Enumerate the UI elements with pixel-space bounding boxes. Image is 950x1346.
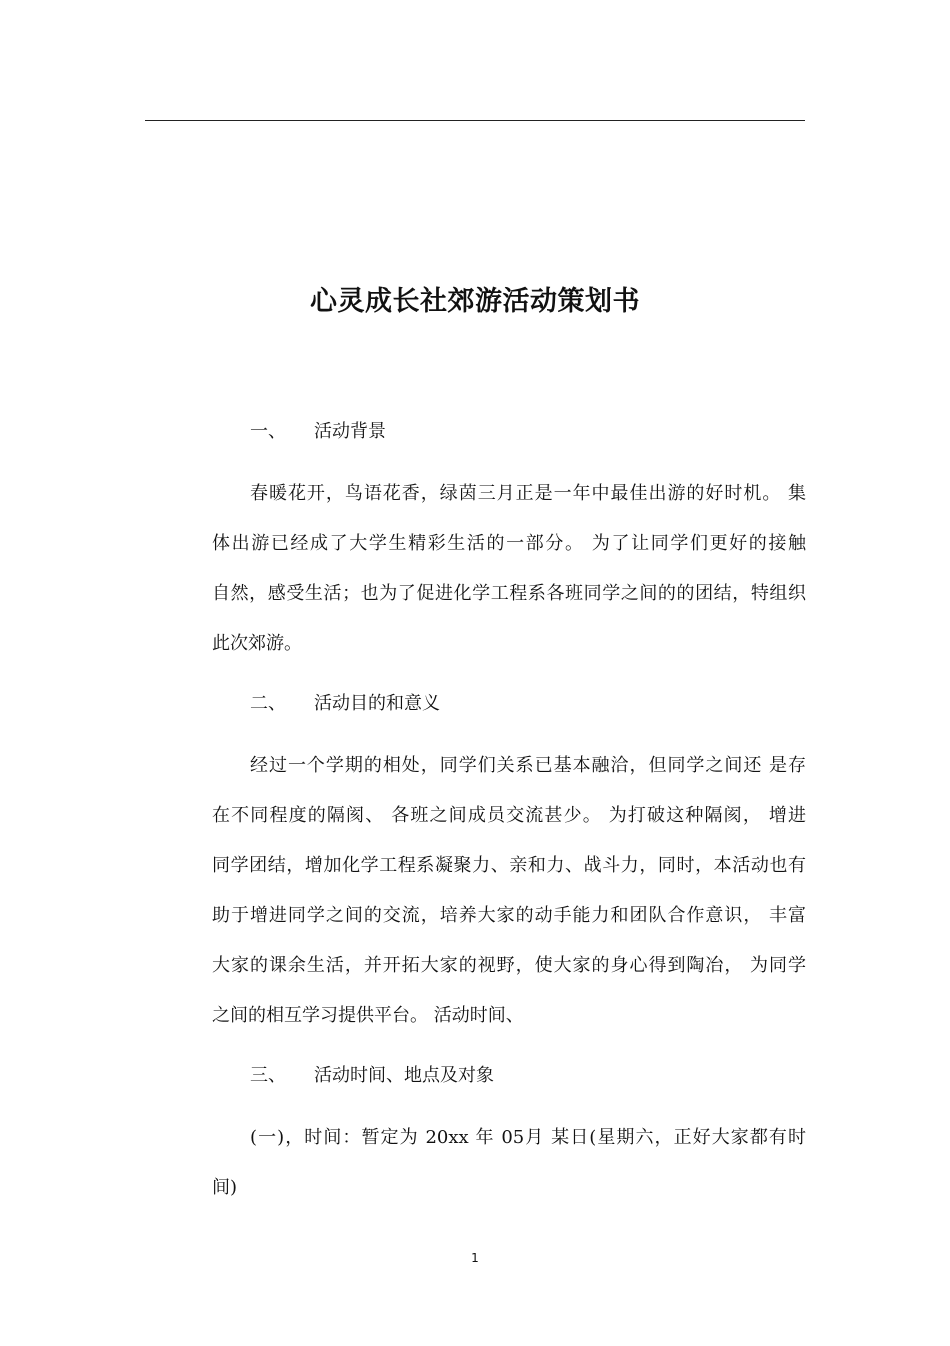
section-number-3: 三、 (250, 1065, 286, 1086)
page-number: 1 (471, 1251, 479, 1265)
paragraph-line: 自然，感受生活；也为了促进化学工程系各班同学之间的的团结，特组织 (212, 583, 806, 604)
section-number-2: 二、 (250, 693, 286, 714)
paragraph-line: 此次郊游。 (212, 633, 302, 654)
paragraph-line: 春暖花开，鸟语花香，绿茵三月正是一年中最佳出游的好时机。 集 (250, 483, 806, 504)
paragraph-line: 助于增进同学之间的交流，培养大家的动手能力和团队合作意识， 丰富 (212, 905, 806, 926)
paragraph-line: 经过一个学期的相处，同学们关系已基本融洽，但同学之间还 是存 (250, 755, 806, 776)
paragraph-line: 之间的相互学习提供平台。 活动时间、 (212, 1005, 524, 1026)
header-rule (145, 120, 805, 121)
section-heading-1 (250, 419, 386, 445)
section-title-2: 活动目的和意义 (314, 693, 440, 714)
paragraph-line: 间) (212, 1177, 238, 1198)
section-title-1: 活动背景 (314, 421, 386, 442)
paragraph-line: 大家的课余生活，并开拓大家的视野，使大家的身心得到陶冶， 为同学 (212, 955, 806, 976)
paragraph-line: 同学团结，增加化学工程系凝聚力、亲和力、战斗力，同时，本活动也有 (212, 855, 806, 876)
paragraph-line: 体出游已经成了大学生精彩生活的一部分。 为了让同学们更好的接触 (212, 533, 806, 554)
section-title-3: 活动时间、地点及对象 (314, 1065, 494, 1086)
section-heading-2 (250, 691, 440, 717)
section-heading-3 (250, 1063, 494, 1089)
document-title: 心灵成长社郊游活动策划书 (310, 286, 640, 317)
paragraph-line: (一)，时间：暂定为 20xx 年 05月 某日(星期六，正好大家都有时 (250, 1127, 806, 1148)
paragraph-line: 在不同程度的隔阂、 各班之间成员交流甚少。 为打破这种隔阂， 增进 (212, 805, 806, 826)
section-number-1: 一、 (250, 421, 286, 442)
